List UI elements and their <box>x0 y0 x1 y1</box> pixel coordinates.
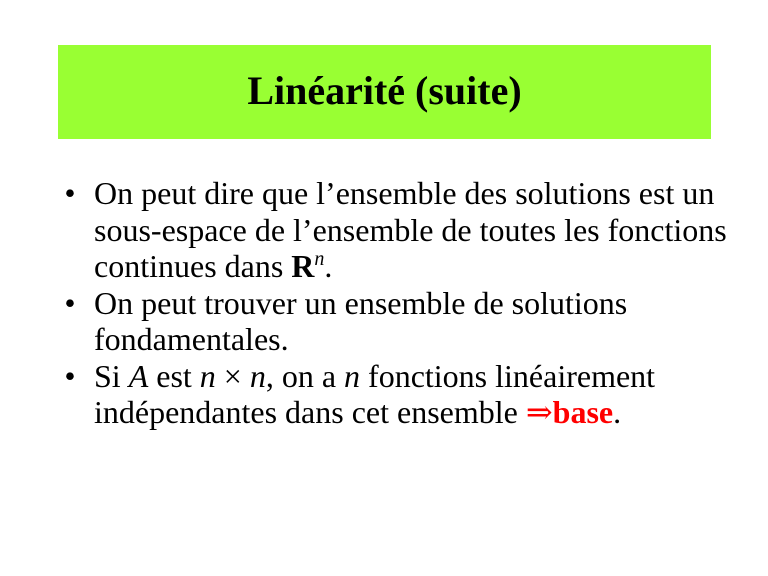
bullet-item-basis <box>60 358 740 431</box>
title-banner <box>58 45 711 139</box>
real-numbers-symbol: R <box>291 248 315 284</box>
bullet-item-fundamental <box>60 285 740 358</box>
dimension-exponent: n <box>314 248 325 270</box>
bullet-text: fonctions linéairement indépendantes dans cet ensemble <box>94 357 656 430</box>
slide-title: Linéarité (suite) <box>247 68 522 113</box>
dimension-symbol: n <box>199 357 216 394</box>
bullet-item-subspace <box>60 175 740 285</box>
dimension-symbol: n <box>344 357 361 394</box>
bullet-text: On peut dire que l’ensemble des solutions est un sous-espace de l’ensemble de toutes les fonctions continues dans <box>94 175 727 284</box>
bullet-text: On peut trouver un ensemble de solutions fondamentales. <box>94 284 628 357</box>
times-symbol: × <box>215 357 250 394</box>
dimension-symbol: n <box>249 357 266 394</box>
bullet-list <box>60 175 740 431</box>
matrix-symbol: A <box>128 357 149 394</box>
bullet-marker: • <box>64 175 76 211</box>
bullet-marker: • <box>64 357 76 394</box>
bullet-text: Si <box>94 357 129 394</box>
implies-arrow-icon: ⇒ <box>525 394 553 430</box>
basis-keyword: base <box>552 394 614 430</box>
bullet-text: , on a <box>265 357 345 394</box>
bullet-text-end: . <box>324 248 333 284</box>
bullet-text: est <box>148 357 200 394</box>
bullet-text-end: . <box>613 394 622 430</box>
bullet-marker: • <box>64 284 76 321</box>
